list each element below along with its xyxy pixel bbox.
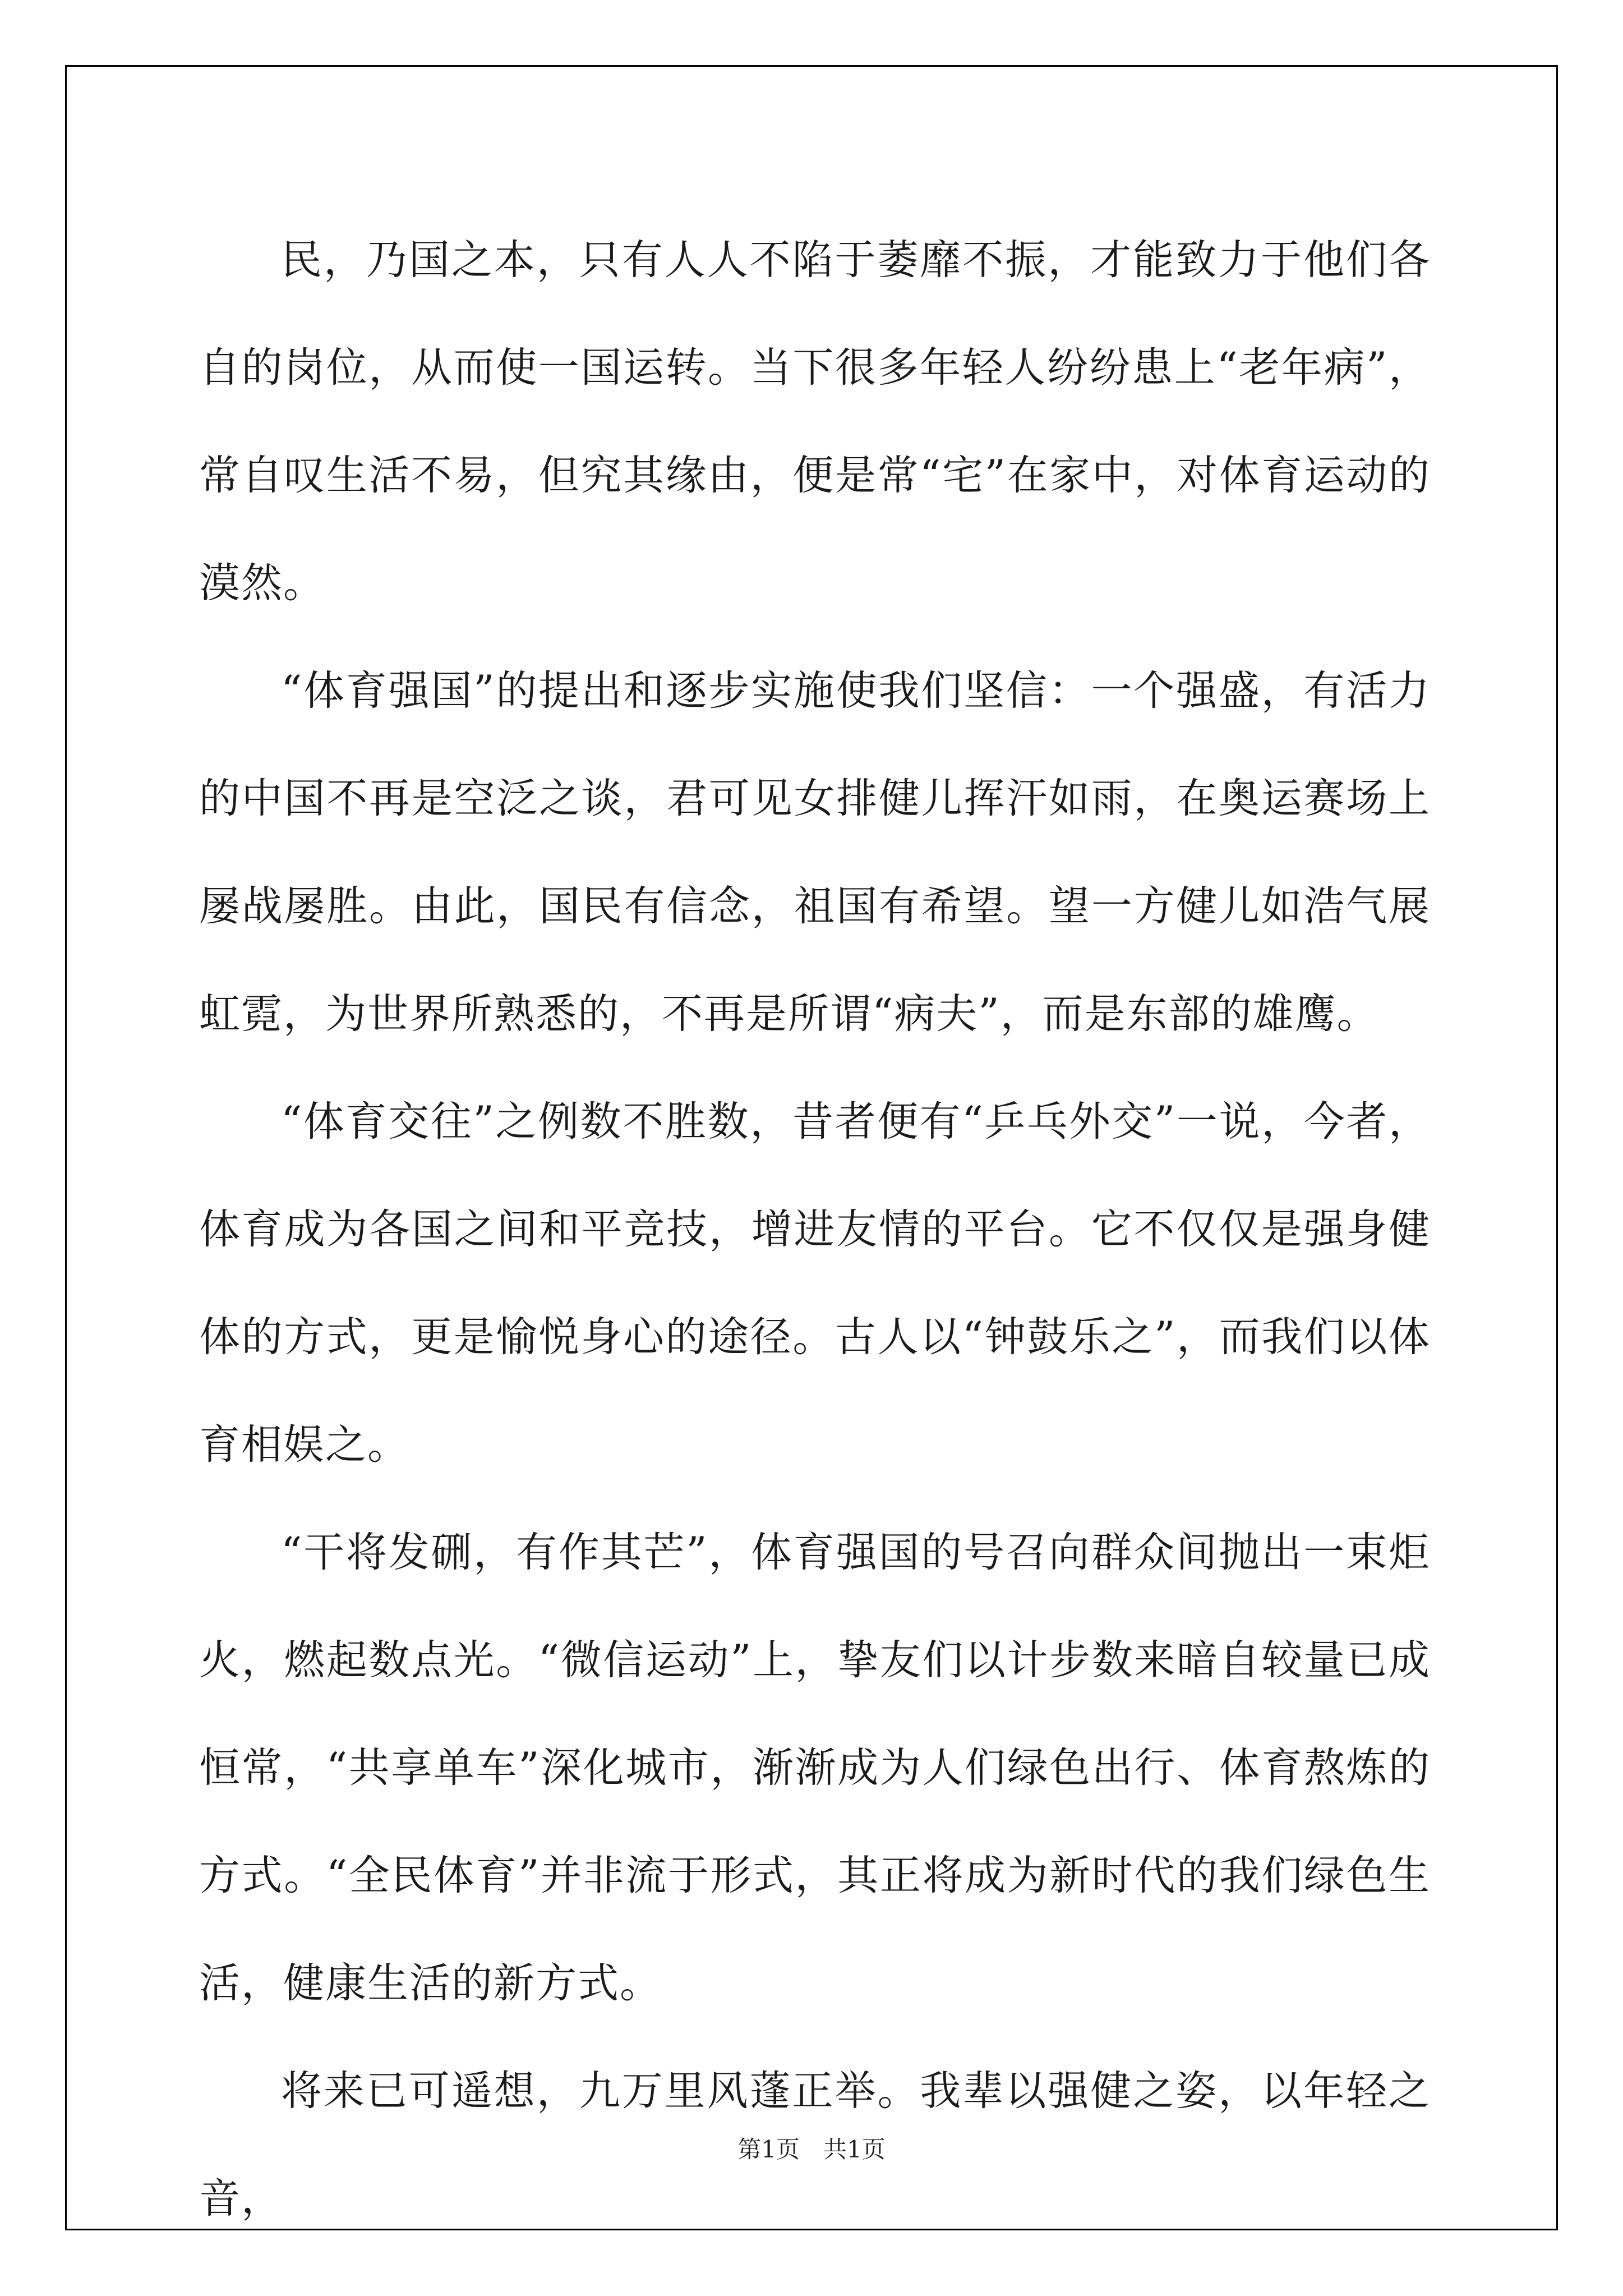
paragraph: 将来已可遥想，九万里风蓬正举。我辈以强健之姿，以年轻之音， [199,2067,1431,2223]
paragraph: “体育强国”的提出和逐步实施使我们坚信：一个强盛，有活力的中国不再是空泛之谈，君可见女排健儿挥汗如雨，在奥运赛场上屡战屡胜。由此，国民有信念，祖国有希望。望一方健儿如浩气展虹霓，为世界所熟悉的，不再是所谓“病夫”，而是东部的雄鹰。 [199,667,1431,1038]
page-number-footer: 第1页 共1页 [737,2136,886,2163]
paragraph: “干将发硎，有作其芒”，体育强国的号召向群众间抛出一束炬火，燃起数点光。“微信运动”上，挚友们以计步数来暗自较量已成恒常，“共享单车”深化城市，渐渐成为人们绿色出行、体育熬炼的方式。“全民体育”并非流于形式，其正将成为新时代的我们绿色生活，健康生活的新方式。 [199,1529,1431,2007]
document-body [199,206,1431,2253]
paragraph: “体育交往”之例数不胜数，昔者便有“乒乓外交”一说，今者，体育成为各国之间和平竞技，增进友情的平台。它不仅仅是强身健体的方式，更是愉悦身心的途径。古人以“钟鼓乐之”，而我们以体育相娱之。 [199,1098,1431,1469]
paragraph: 民，乃国之本，只有人人不陷于萎靡不振，才能致力于他们各自的岗位，从而使一国运转。当下很多年轻人纷纷患上“老年病”，常自叹生活不易，但究其缘由，便是常“宅”在家中，对体育运动的漠然。 [199,236,1431,607]
